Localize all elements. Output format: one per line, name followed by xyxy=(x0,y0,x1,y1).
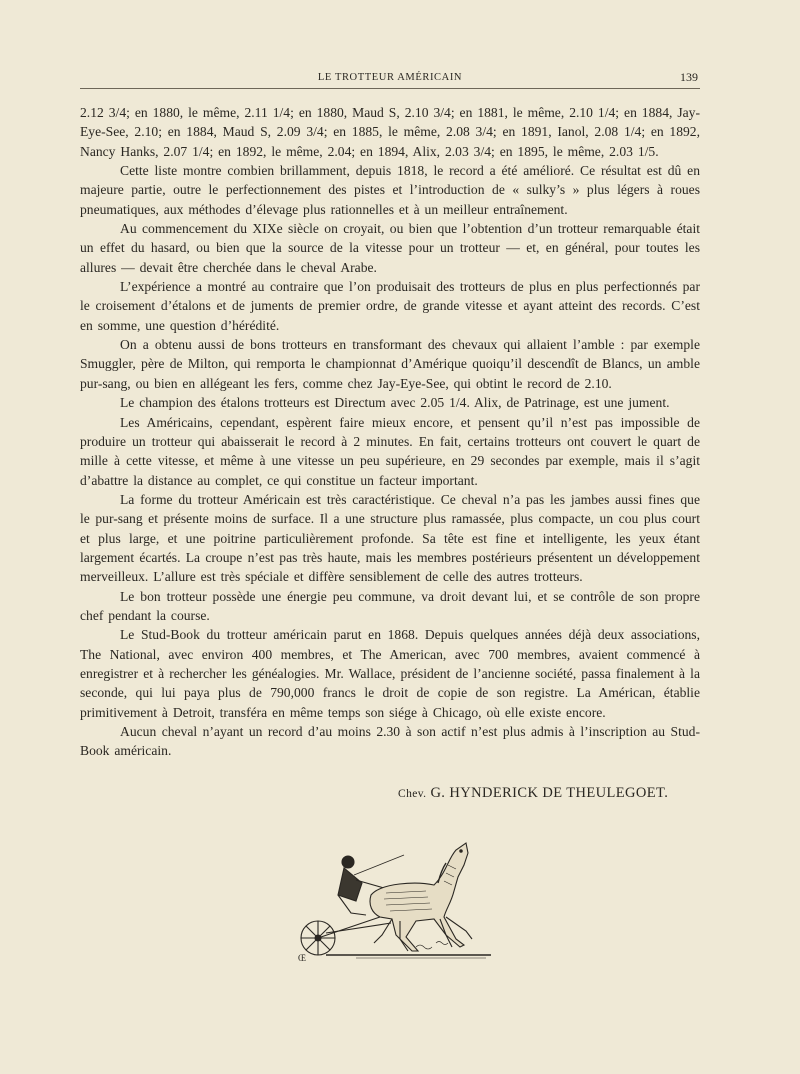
paragraph: L’expérience a montré au contraire que l’on produisait des trotteurs de plus en plus perfectionnés par le croisement d’étalons et de juments de premier ordre, de grande vitesse et ayant atteint des records. C’est en somme, une question d’hérédité. xyxy=(80,279,700,333)
paragraph: Le Stud-Book du trotteur américain parut en 1868. Depuis quelques années déjà deux associations, The National, avec environ 400 membres, et The American, avec 700 membres, avaient commencé à enregistrer et à rechercher les généalogies. Mr. Wallace, président de l’ancienne société, passa finalement à la seconde, qui lui paya plus de 790,000 francs le droit de copie de son registre. La Américan, établie primitivement à Detroit, transféra en même temps son siége à Chicago, où elle existe encore. xyxy=(80,627,700,720)
engraver-monogram: Œ xyxy=(298,953,307,963)
paragraph: Au commencement du XIXe siècle on croyait, ou bien que l’obtention d’un trotteur remarquable était un effet du hasard, ou bien que la source de la vitesse pour un trotteur — et, en général, pour toutes les allures — devait être cherchée dans le cheval Arabe. xyxy=(80,221,700,275)
paragraph: Les Américains, cependant, espèrent faire mieux encore, et pensent qu’il n’est pas impossible de produire un trotteur qui abaisserait le record à 2 minutes. En fait, certains trotteurs ont couvert le quart de mille à cette vitesse, et même à une vitesse un peu supérieure, en 29 secondes par exemple, mais il s’agit d’abattre la distance au complet, ce qui constitue un facteur important. xyxy=(80,414,700,488)
paragraph: Cette liste montre combien brillamment, depuis 1818, le record a été amélioré. Ce résultat est dû en majeure partie, outre le perfectionnement des pistes et l’introduction de « sulky’s » plus légers à roues pneumatiques, aux méthodes d’élevage plus rationnelles et à un meilleur entraînement. xyxy=(80,163,700,217)
body-text xyxy=(80,103,700,761)
author-signature xyxy=(398,785,698,802)
paragraph: 2.12 3/4; en 1880, le même, 2.11 1/4; en 1880, Maud S, 2.10 3/4; en 1881, le même, 2.10 1/4; en 1884, Jay-Eye-See, 2.10; en 1884, Maud S, 2.09 3/4; en 1885, le même, 2.08 3/4; en 1891, Ianol, 2.08 1/4; en 1892, Nancy Hanks, 2.07 1/4; en 1892, le même, 2.04; en 1894, Alix, 2.03 3/4; en 1895, le même, 2.03 1/5. xyxy=(80,105,700,159)
trotting-horse-sulky-icon xyxy=(296,835,496,965)
paragraph: La forme du trotteur Américain est très caractéristique. Ce cheval n’a pas les jambes aussi fines que le pur-sang et présente moins de surface. Il a une structure plus ramassée, plus compacte, un cou plus court et plus large, et une poitrine particulièrement profonde. Sa tête est fine et intelligente, les yeux étant largement écartés. La croupe n’est pas très haute, mais les membres postérieurs présentent un développement merveilleux. L’allure est très spéciale et diffère sensiblement de celle des autres trotteurs. xyxy=(80,491,700,585)
paragraph: Aucun cheval n’ayant un record d’au moins 2.30 à son actif n’est plus admis à l’inscription au Stud-Book américain. xyxy=(80,724,700,759)
page-header xyxy=(80,66,700,89)
page-number: 139 xyxy=(680,70,698,84)
running-head: LE TROTTEUR AMÉRICAIN xyxy=(317,72,463,83)
signature-prefix: Chev. xyxy=(398,788,427,800)
paragraph: On a obtenu aussi de bons trotteurs en transformant des chevaux qui allaient l’amble : par exemple Smuggler, père de Milton, qui remporta le championnat d’Amérique quoiqu’il descendît de Blancs, un amble pur-sang, ou bien en allégeant les fers, comme chez Jay-Eye-See, qui obtint le record de 2.10. xyxy=(80,337,700,391)
paragraph: Le champion des étalons trotteurs est Directum avec 2.05 1/4. Alix, de Patrinage, est une jument. xyxy=(120,395,670,411)
paragraph: Le bon trotteur possède une énergie peu commune, va droit devant lui, et se contrôle de son propre chef pendant la course. xyxy=(80,588,700,623)
signature-name: G. HYNDERICK DE THEULEGOET. xyxy=(430,785,669,801)
